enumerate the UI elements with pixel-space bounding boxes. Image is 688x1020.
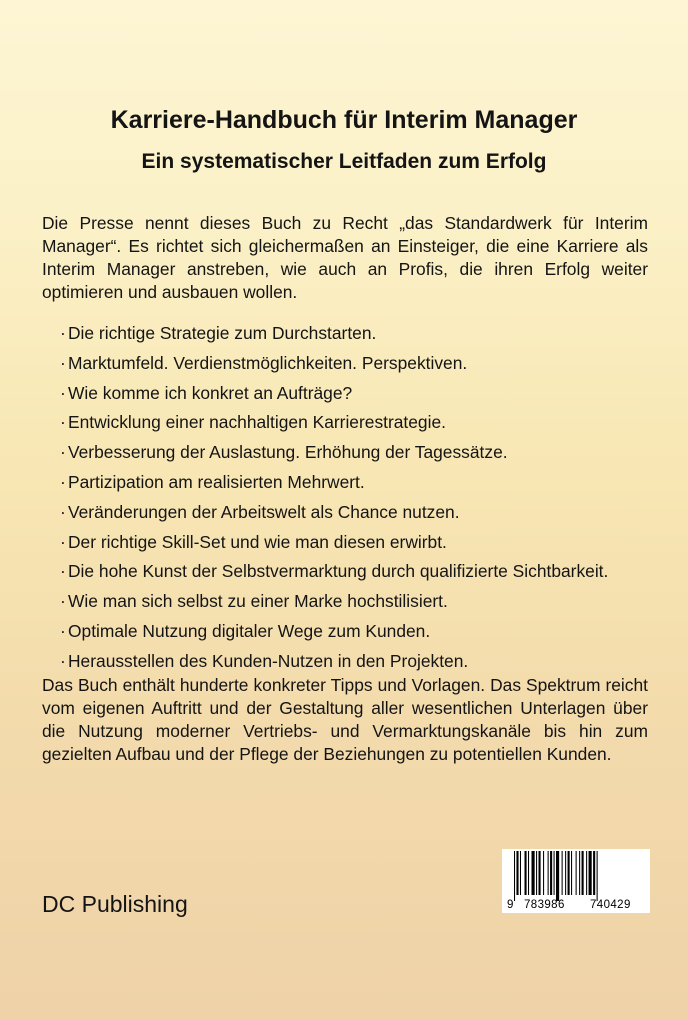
book-title: Karriere-Handbuch für Interim Manager xyxy=(110,106,578,134)
barcode-bar xyxy=(543,851,544,895)
barcode-bar xyxy=(516,851,518,895)
barcode-bar xyxy=(586,851,587,895)
barcode-bar xyxy=(514,851,515,901)
barcode-bar xyxy=(582,851,584,895)
bullet-icon: · xyxy=(60,323,66,343)
bullet-icon: · xyxy=(60,650,66,671)
barcode-bar xyxy=(597,851,598,901)
list-item xyxy=(60,498,608,528)
barcode-bar xyxy=(565,851,566,895)
barcode-bar xyxy=(593,851,595,895)
bullet-icon: · xyxy=(60,501,66,522)
list-item-text: Verbesserung der Auslastung. Erhöhung der Tagessätze. xyxy=(68,442,508,463)
barcode-bar xyxy=(550,851,552,895)
list-item xyxy=(60,468,608,498)
bullet-icon: · xyxy=(60,382,66,403)
bullet-icon: · xyxy=(60,591,66,612)
list-item-text: Veränderungen der Arbeitswelt als Chance nutzen. xyxy=(68,501,460,522)
barcode-left-group: 783986 xyxy=(524,899,565,911)
barcode-bars xyxy=(502,849,650,901)
list-item-text: Herausstellen des Kunden-Nutzen in den Projekten. xyxy=(68,650,469,671)
barcode-bar xyxy=(532,851,535,895)
barcode-bar xyxy=(536,851,537,895)
list-item xyxy=(60,379,608,409)
list-item xyxy=(60,438,608,468)
list-item-text: Entwicklung einer nachhaltigen Karrierestrategie. xyxy=(68,412,446,433)
bullet-icon: · xyxy=(60,531,66,552)
barcode-bar xyxy=(562,851,563,895)
intro-paragraph: Die Presse nennt dieses Buch zu Recht „das Standardwerk für Interim Manager“. Es richtet sich gleichermaßen an Einsteiger, die eine Karriere als Interim Manager anstreben, wie auch an Profis, die ihren Erfolg weiter optimieren und ausbauen wollen. xyxy=(42,213,648,302)
list-item-text: Marktumfeld. Verdienstmöglichkeiten. Perspektiven. xyxy=(68,352,468,373)
barcode-bar xyxy=(525,851,527,895)
barcode-lead-digit: 9 xyxy=(507,899,514,911)
barcode-bar xyxy=(571,851,572,895)
barcode-bar xyxy=(528,851,529,895)
book-subtitle: Ein systematischer Leitfaden zum Erfolg xyxy=(141,150,547,173)
list-item-text: Die hohe Kunst der Selbstvermarktung durch qualifizierte Sichtbarkeit. xyxy=(68,561,609,582)
list-item xyxy=(60,528,608,558)
list-item xyxy=(60,349,608,379)
barcode-right-group: 740429 xyxy=(590,899,631,911)
barcode-bar xyxy=(554,851,555,895)
list-item-text: Der richtige Skill-Set und wie man diesen erwirbt. xyxy=(68,531,447,552)
list-item xyxy=(60,587,608,617)
list-item-text: Wie komme ich konkret an Aufträge? xyxy=(68,382,353,403)
barcode-bar xyxy=(539,851,541,895)
feature-list xyxy=(60,319,608,677)
barcode-bar xyxy=(568,851,570,895)
isbn-barcode xyxy=(502,849,650,913)
bullet-icon: · xyxy=(60,561,66,582)
barcode-bar xyxy=(556,851,559,901)
barcode-bar xyxy=(576,851,577,895)
barcode-bar xyxy=(589,851,592,895)
bullet-icon: · xyxy=(60,442,66,463)
list-item xyxy=(60,557,608,587)
list-item xyxy=(60,647,608,677)
closing-paragraph: Das Buch enthält hunderte konkreter Tipps und Vorlagen. Das Spektrum reicht vom eigenen Auftritt und der Gestaltung aller wesentlichen Unterlagen über die Nutzung moderner Vertriebs- und Vermarktungskanäle bis hin zum gezielten Aufbau und der Pflege der Beziehungen zu potentiellen Kunden. xyxy=(42,675,648,764)
list-item-text: Optimale Nutzung digitaler Wege zum Kunden. xyxy=(68,620,431,641)
list-item xyxy=(60,617,608,647)
bullet-icon: · xyxy=(60,412,66,433)
bullet-icon: · xyxy=(60,352,66,373)
barcode-bar xyxy=(520,851,521,895)
publisher-name: DC Publishing xyxy=(42,891,188,917)
barcode-bar xyxy=(579,851,580,895)
barcode-bar xyxy=(548,851,549,895)
list-item xyxy=(60,408,608,438)
list-item-text: Wie man sich selbst zu einer Marke hochstilisiert. xyxy=(68,591,448,612)
list-item xyxy=(60,319,608,349)
bullet-icon: · xyxy=(60,620,66,641)
list-item-text: Die richtige Strategie zum Durchstarten. xyxy=(68,323,377,343)
list-item-text: Partizipation am realisierten Mehrwert. xyxy=(68,471,365,492)
bullet-icon: · xyxy=(60,471,66,492)
barcode-digits xyxy=(502,898,650,912)
